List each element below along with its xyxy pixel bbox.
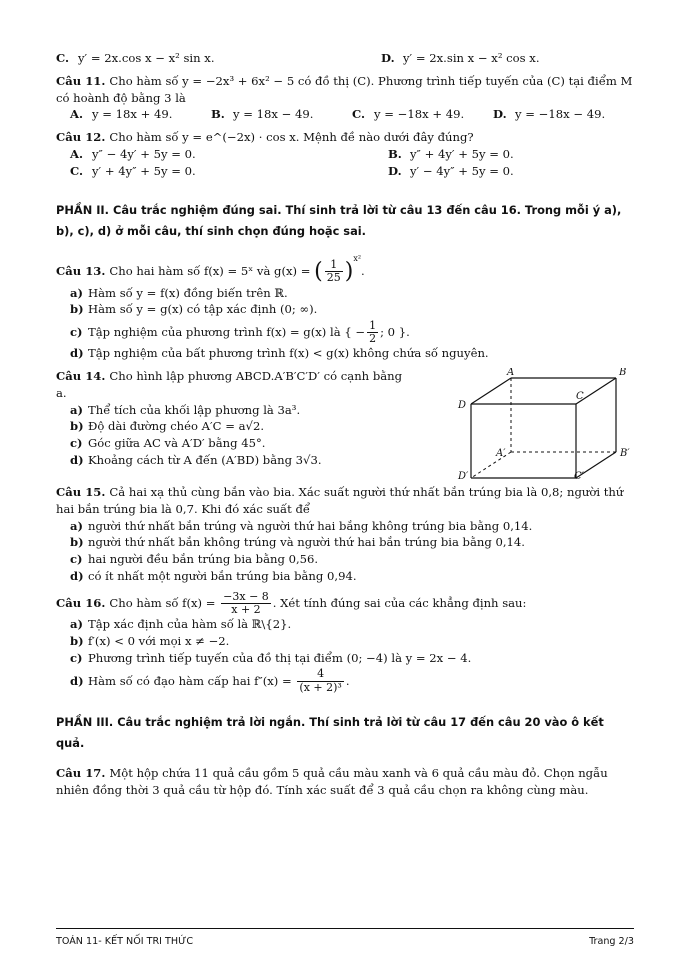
question-16: Câu 16. Cho hàm số f(x) = $\frac{-3x - 8}{x + 2}$ . Xét tính đúng sai của các khẳng định sau: a) Tập xác định của hàm số là ℝ\{2}. b) f′(x) < 0 với mọi x ≠ −2. c) Phương trình tiếp tuyến của đồ thị tại điểm (0; −4) là y = 2x − 4. d) Hàm số có đạo hàm cấp hai f″(x) = $\frac{4}{\text{(x + 2)³}}$ . — [56, 591, 634, 694]
q13-item-c: c) Tập nghiệm của phương trình f(x) = g(x) là { − $\frac{1}{2}$ ; 0 }. — [70, 319, 410, 346]
q12-option-d: D. y′ − 4y″ + 5y = 0. — [388, 163, 514, 178]
question-13: Câu 13. Cho hai hàm số f(x) = 5ˣ và g(x) = ( $\frac{1}{25}$ )$^{x^2}$. a) Hàm số y = f(x) đồng biến trên ℝ. b) Hàm số y = g(x) có tập xác định (0; ∞). c) Tập nghiệm của phương trình f(x) = g(x) là { − $\frac{1}{2}$ ; 0 }. d) Tập nghiệm của bất phương trình f(x) < g(x) không chứa số nguyên. — [56, 253, 634, 362]
page-footer — [56, 928, 634, 949]
q16-item-d: d) Hàm số có đạo hàm cấp hai f″(x) = $\frac{4}{\text{(x + 2)³}}$ . — [70, 667, 350, 694]
label-A1: A′ — [496, 448, 506, 460]
question-14: Câu 14. Cho hình lập phương ABCD.A′B′C′D′ có cạnh bằng a. a) Thể tích của khối lập phương là 3a³. b) Độ dài đường chéo A′C = a√2. c) Góc giữa AC và A′D′ bằng 45°. d) Khoảng cách từ A đến (A′BD) bằng 3√3. A B C D A′ B′ C′ D′ — [56, 368, 634, 478]
q15-item-d: d) có ít nhất một người bắn trúng bia bằng 0,94. — [70, 569, 357, 584]
label-B1: B′ — [620, 448, 630, 460]
question-12: Câu 12. Cho hàm số y = e^(−2x) · cos x. Mệnh đề nào dưới đây đúng? A. y″ − 4y′ + 5y = 0. B. y″ + 4y′ + 5y = 0. C. y′ + 4y″ + 5y = 0. D. y′ − 4y″ + 5y = 0. — [56, 129, 634, 179]
page-content — [56, 50, 634, 799]
q10-options — [56, 50, 634, 67]
q16-fraction: $\frac{-3x - 8}{x + 2}$ — [223, 589, 269, 616]
q12-option-b: B. y″ + 4y′ + 5y = 0. — [388, 146, 514, 161]
q13-item-a: a) Hàm số y = f(x) đồng biến trên ℝ. — [70, 285, 288, 300]
label-C1: C′ — [574, 471, 584, 481]
footer-title: TOÁN 11- KẾT NỐI TRI THỨC — [56, 936, 194, 947]
edge-DA — [471, 378, 511, 404]
q12-option-a: A. y″ − 4y′ + 5y = 0. — [70, 146, 196, 161]
q11-option-c: C. y = −18x + 49. — [352, 107, 465, 122]
cube-figure — [416, 368, 634, 481]
q13-item-b: b) Hàm số y = g(x) có tập xác định (0; ∞). — [70, 302, 318, 317]
q16-item-a: a) Tập xác định của hàm số là ℝ\{2}. — [70, 617, 292, 632]
question-11: Câu 11. Cho hàm số y = −2x³ + 6x² − 5 có đồ thị (C). Phương trình tiếp tuyến của (C) tại điểm M có hoành độ bằng 3 là A. y = 18x + 49. B. y = 18x − 49. C. y = −18x + 49. D. y = −18x − 49. — [56, 73, 633, 122]
q13-fraction: $\frac{1}{25}$ — [326, 258, 341, 285]
q11-options — [70, 106, 634, 123]
q15-item-a: a) người thứ nhất bắn trúng và người thứ hai bắng không trúng bia bằng 0,14. — [70, 518, 533, 533]
q11-option-b: B. y = 18x − 49. — [211, 107, 314, 122]
part-3-heading: PHẦN III. Câu trắc nghiệm trả lời ngắn. Thí sinh trả lời từ câu 17 đến câu 20 vào ô kết quả. — [56, 714, 604, 751]
q16-item-c: c) Phương trình tiếp tuyến của đồ thị tại điểm (0; −4) là y = 2x − 4. — [70, 650, 472, 665]
page-number: Trang 2/3 — [589, 936, 634, 947]
label-A: A — [507, 368, 515, 379]
label-D1: D′ — [458, 471, 469, 481]
q11-option-a: A. y = 18x + 49. — [70, 107, 173, 122]
q14-item-a: a) Thể tích của khối lập phương là 3a³. — [70, 402, 301, 417]
q14-item-c: c) Góc giữa AC và A′D′ bằng 45°. — [70, 436, 266, 451]
q12-options-row2 — [70, 163, 634, 180]
q16-item-b: b) f′(x) < 0 với mọi x ≠ −2. — [70, 633, 230, 648]
q11-option-d: D. y = −18x − 49. — [493, 107, 606, 122]
q13-item-d: d) Tập nghiệm của bất phương trình f(x) < g(x) không chứa số nguyên. — [70, 346, 489, 361]
question-15: Câu 15. Cả hai xạ thủ cùng bắn vào bia. Xác suất người thứ nhất bắn trúng bia là 0,8; người thứ hai bắn trúng bia là 0,7. Khi đó xác suất để a) người thứ nhất bắn trúng và người thứ hai bắng không trúng bia bằng 0,14. b) người thứ nhất bắn không trúng và người thứ hai bắn trúng bia bằng 0,14. c) hai người đều bắn trúng bia bằng 0,56. d) có ít nhất một người bắn trúng bia bằng 0,94. — [56, 484, 634, 585]
cube-diagram — [416, 368, 634, 480]
part-2-heading: PHẦN II. Câu trắc nghiệm đúng sai. Thí sinh trả lời từ câu 13 đến câu 16. Trong mỗi ý a), b), c), d) ở mỗi câu, thí sinh chọn đúng hoặc sai. — [56, 202, 622, 239]
q10-option-d: D. y′ = 2x.sin x − x² cos x. — [381, 51, 540, 65]
q15-item-b: b) người thứ nhất bắn không trúng và người thứ hai bắn trúng bia bằng 0,14. — [70, 535, 525, 550]
q10-option-c: C. y′ = 2x.cos x − x² sin x. — [56, 51, 215, 65]
q12-options-row1 — [70, 146, 634, 163]
q14-item-d: d) Khoảng cách từ A đến (A′BD) bằng 3√3. — [70, 453, 322, 468]
label-C: C — [576, 391, 584, 403]
label-D: D — [458, 400, 467, 412]
label-B: B — [619, 368, 627, 379]
q14-item-b: b) Độ dài đường chéo A′C = a√2. — [70, 419, 265, 434]
q12-option-c: C. y′ + 4y″ + 5y = 0. — [70, 163, 196, 178]
question-17: Câu 17. Một hộp chứa 11 quả cầu gồm 5 quả cầu màu xanh và 6 quả cầu màu đỏ. Chọn ngẫu nhiên đồng thời 3 quả cầu từ hộp đó. Tính xác suất để 3 quả cầu chọn ra không cùng màu. — [56, 765, 608, 797]
q15-item-c: c) hai người đều bắn trúng bia bằng 0,56. — [70, 552, 319, 567]
